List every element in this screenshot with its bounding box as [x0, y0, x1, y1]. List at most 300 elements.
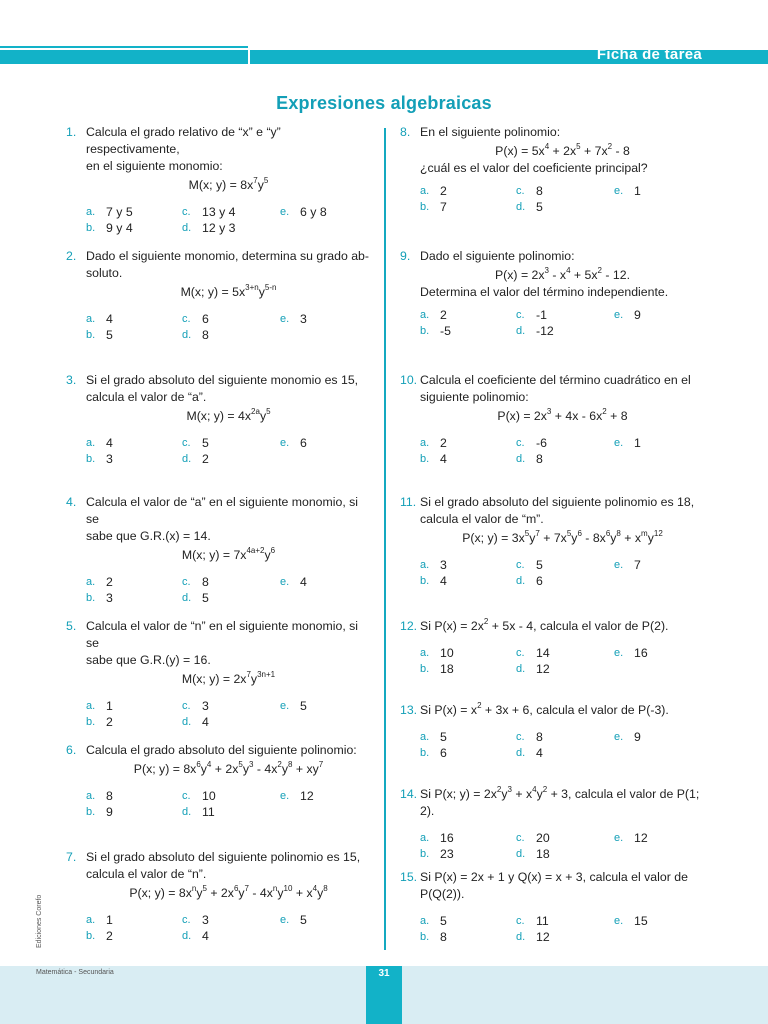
option-letter: e.: [280, 313, 290, 325]
question-number: 3.: [66, 373, 77, 387]
answer-options: [66, 204, 371, 236]
option-letter: c.: [516, 437, 525, 449]
question-11: [400, 494, 705, 589]
question-text: P(Q(2)).: [420, 887, 465, 901]
answer-option-e[interactable]: [614, 830, 694, 846]
option-letter: e.: [614, 185, 624, 197]
answer-option-d[interactable]: [516, 573, 614, 589]
option-letter: d.: [182, 453, 192, 465]
question-number: 14.: [400, 787, 418, 801]
option-value: 1: [106, 913, 113, 927]
option-letter: a.: [420, 647, 430, 659]
option-value: 3: [106, 591, 113, 605]
answer-option-d[interactable]: [182, 327, 280, 343]
answer-option-c[interactable]: [182, 912, 280, 928]
option-letter: d.: [182, 930, 192, 942]
answer-option-d[interactable]: [182, 714, 280, 730]
answer-option-c[interactable]: [516, 435, 614, 451]
option-value: 16: [634, 646, 648, 660]
question-formula: $P(x) = 2x^3 + 4x - 6x^2 + 8$: [497, 406, 628, 423]
option-letter: c.: [516, 309, 525, 321]
option-value: 8: [536, 452, 543, 466]
option-value: 5: [202, 436, 209, 450]
answer-option-d[interactable]: [182, 804, 280, 820]
answer-option-d[interactable]: [516, 451, 614, 467]
option-value: 4: [300, 575, 307, 589]
option-value: 11: [202, 805, 215, 819]
answer-option-b[interactable]: [420, 573, 516, 589]
option-value: 8: [202, 328, 209, 342]
option-value: 3: [202, 913, 209, 927]
option-letter: c.: [516, 915, 525, 927]
option-letter: a.: [86, 914, 96, 926]
option-value: 2: [440, 184, 447, 198]
question-8: [400, 124, 705, 215]
question-text: siguiente polinomio:: [420, 390, 529, 404]
question-number: 5.: [66, 619, 77, 633]
answer-option-d[interactable]: [516, 846, 614, 862]
page-number: 31: [378, 968, 390, 979]
answer-option-e[interactable]: [614, 645, 694, 661]
option-value: 7: [440, 200, 447, 214]
option-letter: a.: [420, 832, 430, 844]
answer-options: [66, 788, 371, 820]
question-number: [66, 265, 86, 282]
question-number: [400, 389, 420, 406]
answer-option-c[interactable]: [182, 698, 280, 714]
option-value: 5: [106, 328, 113, 342]
option-letter: d.: [516, 848, 526, 860]
option-letter: a.: [420, 309, 430, 321]
option-value: 2: [440, 436, 447, 450]
answer-option-b[interactable]: [86, 714, 182, 730]
option-value: 9: [634, 730, 641, 744]
option-value: 8: [440, 930, 447, 944]
answer-option-c[interactable]: [182, 574, 280, 590]
option-letter: b.: [86, 453, 96, 465]
answer-option-b[interactable]: [86, 220, 182, 236]
option-value: 14: [536, 646, 550, 660]
question-number: 12.: [400, 619, 418, 633]
question-number: 13.: [400, 703, 418, 717]
question-text: Si P(x) = 2x + 1 y Q(x) = x + 3, calcula el valor de: [420, 870, 688, 884]
answer-option-a[interactable]: [86, 311, 182, 327]
question-text: Calcula el valor de “n” en el siguiente monomio, si se: [86, 619, 359, 650]
answer-option-b[interactable]: [420, 661, 516, 677]
answer-option-d[interactable]: [516, 199, 614, 215]
answer-option-b[interactable]: [420, 451, 516, 467]
question-6: [66, 742, 371, 820]
question-number: [66, 389, 86, 406]
answer-option-e[interactable]: [280, 698, 360, 714]
option-value: 2: [106, 575, 113, 589]
option-value: 4: [106, 312, 113, 326]
answer-option-a[interactable]: [86, 698, 182, 714]
option-letter: b.: [420, 747, 430, 759]
answer-option-d[interactable]: [516, 929, 614, 945]
option-letter: d.: [516, 931, 526, 943]
answer-option-b[interactable]: [420, 199, 516, 215]
answer-option-b[interactable]: [420, 929, 516, 945]
option-letter: b.: [420, 931, 430, 943]
answer-option-c[interactable]: [182, 435, 280, 451]
option-value: 5: [202, 591, 209, 605]
option-letter: c.: [182, 206, 191, 218]
question-2: [66, 248, 371, 343]
question-9: [400, 248, 705, 339]
answer-option-e[interactable]: [280, 912, 360, 928]
answer-options: [400, 557, 705, 589]
option-letter: c.: [182, 313, 191, 325]
answer-options: [400, 913, 705, 945]
option-value: 18: [536, 847, 550, 861]
option-value: 4: [202, 715, 209, 729]
question-text: Calcula el coeficiente del término cuadrático en el: [420, 373, 691, 387]
option-letter: c.: [516, 559, 525, 571]
question-15: [400, 869, 705, 945]
option-letter: e.: [280, 700, 290, 712]
option-letter: b.: [86, 716, 96, 728]
option-value: 8: [536, 730, 543, 744]
answer-option-d[interactable]: [182, 220, 280, 236]
option-value: 3: [202, 699, 209, 713]
option-letter: a.: [86, 437, 96, 449]
option-letter: a.: [420, 915, 430, 927]
option-letter: e.: [614, 437, 624, 449]
question-number: 15.: [400, 870, 418, 884]
answer-option-a[interactable]: [420, 557, 516, 573]
question-number: 6.: [66, 743, 77, 757]
option-value: 10: [202, 789, 216, 803]
option-value: -6: [536, 436, 547, 450]
question-formula: P(x; $y) = 3x^5y^7 + 7x^5y^6 - 8x^6y^8 + x^my^{12}$: [462, 528, 663, 545]
answer-options: [400, 435, 705, 467]
option-letter: c.: [182, 576, 191, 588]
question-text: sabe que G.R.(x) = 14.: [86, 529, 211, 543]
option-value: 12: [536, 930, 550, 944]
column-divider: [384, 128, 386, 950]
question-formula: M(x; $y) = 4x^{2a}y^5$: [186, 406, 271, 423]
answer-option-a[interactable]: [86, 435, 182, 451]
option-letter: e.: [280, 790, 290, 802]
answer-option-c[interactable]: [516, 307, 614, 323]
answer-option-a[interactable]: [86, 788, 182, 804]
option-value: 7 y 5: [106, 205, 133, 219]
answer-option-c[interactable]: [516, 729, 614, 745]
answer-option-e[interactable]: [280, 574, 360, 590]
answer-option-e[interactable]: [280, 204, 360, 220]
answer-options: [66, 435, 371, 467]
option-letter: b.: [420, 201, 430, 213]
option-letter: d.: [182, 716, 192, 728]
answer-option-b[interactable]: [86, 451, 182, 467]
option-value: 5: [300, 699, 307, 713]
question-text: Si $P(x) = 2x^2 + 5x - 4$, calcula el valor de P(2).: [420, 616, 669, 633]
answer-option-d[interactable]: [182, 928, 280, 944]
answer-option-e[interactable]: [280, 788, 360, 804]
option-value: 1: [634, 184, 641, 198]
answer-option-a[interactable]: [420, 183, 516, 199]
question-text: Calcula el valor de “a” en el siguiente monomio, si se: [86, 495, 359, 526]
answer-option-c[interactable]: [182, 204, 280, 220]
option-value: 4: [440, 452, 447, 466]
answer-option-b[interactable]: [86, 804, 182, 820]
option-letter: e.: [280, 576, 290, 588]
option-value: -5: [440, 324, 451, 338]
question-text: Dado el siguiente monomio, determina su grado ab-: [86, 249, 369, 263]
option-letter: d.: [516, 747, 526, 759]
option-letter: a.: [420, 559, 430, 571]
question-7: [66, 849, 371, 944]
question-formula: $P(x) = 5x^4 + 2x^5 + 7x^2 - 8$: [495, 141, 630, 158]
option-value: 7: [634, 558, 641, 572]
answer-option-b[interactable]: [420, 846, 516, 862]
answer-option-a[interactable]: [420, 645, 516, 661]
answer-options: [66, 574, 371, 606]
option-value: 3: [440, 558, 447, 572]
option-value: 3: [106, 452, 113, 466]
question-number: [66, 528, 86, 545]
answer-options: [400, 830, 705, 862]
header-rule: [0, 46, 248, 48]
option-letter: d.: [516, 201, 526, 213]
option-letter: a.: [420, 731, 430, 743]
option-letter: c.: [182, 437, 191, 449]
option-letter: c.: [516, 832, 525, 844]
option-letter: e.: [280, 206, 290, 218]
question-text: sabe que G.R.(y) = 16.: [86, 653, 211, 667]
answer-option-c[interactable]: [516, 557, 614, 573]
option-value: 6: [202, 312, 209, 326]
option-letter: b.: [86, 806, 96, 818]
answer-option-c[interactable]: [182, 311, 280, 327]
option-letter: e.: [280, 437, 290, 449]
option-letter: b.: [420, 453, 430, 465]
option-value: 16: [440, 831, 454, 845]
answer-option-a[interactable]: [420, 830, 516, 846]
answer-options: [400, 645, 705, 677]
answer-option-a[interactable]: [420, 913, 516, 929]
header-title: Ficha de tarea: [596, 46, 702, 63]
answer-option-a[interactable]: [420, 729, 516, 745]
answer-option-d[interactable]: [516, 745, 614, 761]
option-value: 2: [106, 715, 113, 729]
answer-option-a[interactable]: [420, 435, 516, 451]
answer-options: [400, 183, 705, 215]
answer-option-e[interactable]: [614, 913, 694, 929]
question-number: [400, 886, 420, 903]
answer-option-b[interactable]: [86, 590, 182, 606]
option-letter: a.: [86, 313, 96, 325]
option-letter: d.: [182, 222, 192, 234]
answer-option-e[interactable]: [280, 311, 360, 327]
option-value: 3: [300, 312, 307, 326]
question-text: Si P(x; $y) = 2x^2y^3 + x^4y^2 + 3$, calcula el valor de P(1; 2).: [420, 784, 700, 818]
question-number: 9.: [400, 249, 411, 263]
question-number: 4.: [66, 495, 77, 509]
footer-subject: Matemática - Secundaria: [36, 969, 114, 976]
option-letter: a.: [86, 576, 96, 588]
answer-option-e[interactable]: [614, 183, 694, 199]
question-number: 11.: [400, 495, 417, 509]
question-formula: M(x; $y) = 5x^{3+n}y^{5-n}$: [180, 282, 277, 299]
option-value: 12: [634, 831, 648, 845]
answer-option-e[interactable]: [280, 435, 360, 451]
option-letter: b.: [86, 222, 96, 234]
question-text: Si $P(x) = x^2 + 3x + 6$, calcula el valor de P(-3).: [420, 700, 669, 717]
option-letter: e.: [614, 832, 624, 844]
option-value: 2: [440, 308, 447, 322]
question-text: en el siguiente monomio:: [86, 159, 223, 173]
option-letter: b.: [420, 663, 430, 675]
option-letter: c.: [516, 185, 525, 197]
question-number: 8.: [400, 125, 411, 139]
question-text: Calcula el grado absoluto del siguiente polinomio:: [86, 743, 357, 757]
option-value: 5: [300, 913, 307, 927]
option-value: 12: [536, 662, 550, 676]
option-value: 15: [634, 914, 648, 928]
answer-option-b[interactable]: [420, 323, 516, 339]
answer-option-a[interactable]: [420, 307, 516, 323]
answer-option-c[interactable]: [516, 830, 614, 846]
option-value: 6: [440, 746, 447, 760]
question-text: calcula el valor de “m”.: [420, 512, 544, 526]
question-number: 1.: [66, 125, 77, 139]
answer-option-d[interactable]: [516, 323, 614, 339]
option-value: 1: [634, 436, 641, 450]
option-letter: d.: [516, 453, 526, 465]
option-letter: c.: [516, 731, 525, 743]
question-12: [400, 618, 705, 677]
answer-option-d[interactable]: [516, 661, 614, 677]
question-text: Si el grado absoluto del siguiente monomio es 15,: [86, 373, 359, 387]
option-value: 5: [536, 200, 543, 214]
option-value: 2: [202, 452, 209, 466]
option-letter: d.: [516, 575, 526, 587]
option-value: 1: [106, 699, 113, 713]
answer-options: [66, 698, 371, 730]
answer-option-e[interactable]: [614, 435, 694, 451]
answer-option-a[interactable]: [86, 574, 182, 590]
answer-options: [400, 729, 705, 761]
answer-option-b[interactable]: [86, 327, 182, 343]
question-number: [66, 866, 86, 883]
question-1: [66, 124, 371, 236]
question-number: [66, 652, 86, 669]
option-letter: a.: [420, 185, 430, 197]
option-value: 5: [440, 914, 447, 928]
option-value: 18: [440, 662, 454, 676]
option-letter: d.: [516, 663, 526, 675]
option-letter: b.: [420, 325, 430, 337]
question-text: soluto.: [86, 266, 123, 280]
option-value: 6: [536, 574, 543, 588]
question-10: [400, 372, 705, 467]
question-formula: $P(x) = 2x^3 - x^4 + 5x^2 - 12$.: [494, 265, 631, 282]
option-value: -12: [536, 324, 554, 338]
answer-options: [66, 311, 371, 343]
option-letter: d.: [516, 325, 526, 337]
option-letter: d.: [182, 806, 192, 818]
option-letter: b.: [420, 848, 430, 860]
option-value: 9: [634, 308, 641, 322]
question-number: [66, 158, 86, 175]
option-value: -1: [536, 308, 547, 322]
option-letter: b.: [86, 592, 96, 604]
question-text: calcula el valor de “a”.: [86, 390, 207, 404]
question-text: En el siguiente polinomio:: [420, 125, 561, 139]
answer-option-e[interactable]: [614, 307, 694, 323]
question-text: Calcula el grado relativo de “x” e “y” respectivamente,: [86, 125, 281, 156]
option-letter: a.: [86, 790, 96, 802]
question-4: [66, 494, 371, 606]
option-value: 6: [300, 436, 307, 450]
option-letter: a.: [86, 206, 96, 218]
option-letter: e.: [614, 915, 624, 927]
option-value: 9: [106, 805, 113, 819]
option-value: 4: [202, 929, 209, 943]
answer-option-a[interactable]: [86, 912, 182, 928]
answer-options: [400, 307, 705, 339]
question-3: [66, 372, 371, 467]
answer-option-c[interactable]: [516, 645, 614, 661]
question-formula: M(x; $y) = 2x^7y^{3n+1}$: [181, 669, 276, 686]
question-13: [400, 702, 705, 761]
option-value: 6 y 8: [300, 205, 327, 219]
option-letter: a.: [86, 700, 96, 712]
question-number: 10.: [400, 373, 418, 387]
answer-options: [66, 912, 371, 944]
answer-option-c[interactable]: [516, 183, 614, 199]
answer-option-a[interactable]: [86, 204, 182, 220]
answer-option-e[interactable]: [614, 557, 694, 573]
question-14: [400, 786, 705, 862]
answer-option-b[interactable]: [420, 745, 516, 761]
answer-option-c[interactable]: [516, 913, 614, 929]
question-text: Dado el siguiente polinomio:: [420, 249, 575, 263]
answer-option-d[interactable]: [182, 451, 280, 467]
option-value: 8: [106, 789, 113, 803]
question-text: calcula el valor de “n”.: [86, 867, 207, 881]
question-subtext: Determina el valor del término independiente.: [420, 285, 669, 299]
question-text: Si el grado absoluto del siguiente polinomio es 18,: [420, 495, 695, 509]
answer-option-c[interactable]: [182, 788, 280, 804]
option-letter: d.: [182, 329, 192, 341]
answer-option-e[interactable]: [614, 729, 694, 745]
question-5: [66, 618, 371, 730]
option-letter: e.: [614, 309, 624, 321]
answer-option-b[interactable]: [86, 928, 182, 944]
option-value: 4: [536, 746, 543, 760]
option-letter: c.: [182, 790, 191, 802]
option-value: 8: [202, 575, 209, 589]
option-value: 10: [440, 646, 454, 660]
option-value: 9 y 4: [106, 221, 133, 235]
question-number: [400, 511, 420, 528]
option-letter: b.: [420, 575, 430, 587]
option-value: 5: [536, 558, 543, 572]
option-value: 5: [440, 730, 447, 744]
question-formula: P(x; $y) = 8x^6y^4 + 2x^5y^3 - 4x^2y^8 + xy^7$: [133, 759, 324, 776]
header-band-split: [248, 50, 250, 64]
option-letter: e.: [280, 914, 290, 926]
option-value: 4: [440, 574, 447, 588]
option-letter: c.: [182, 914, 191, 926]
question-number: 2.: [66, 249, 77, 263]
answer-option-d[interactable]: [182, 590, 280, 606]
option-letter: d.: [182, 592, 192, 604]
option-letter: b.: [86, 329, 96, 341]
